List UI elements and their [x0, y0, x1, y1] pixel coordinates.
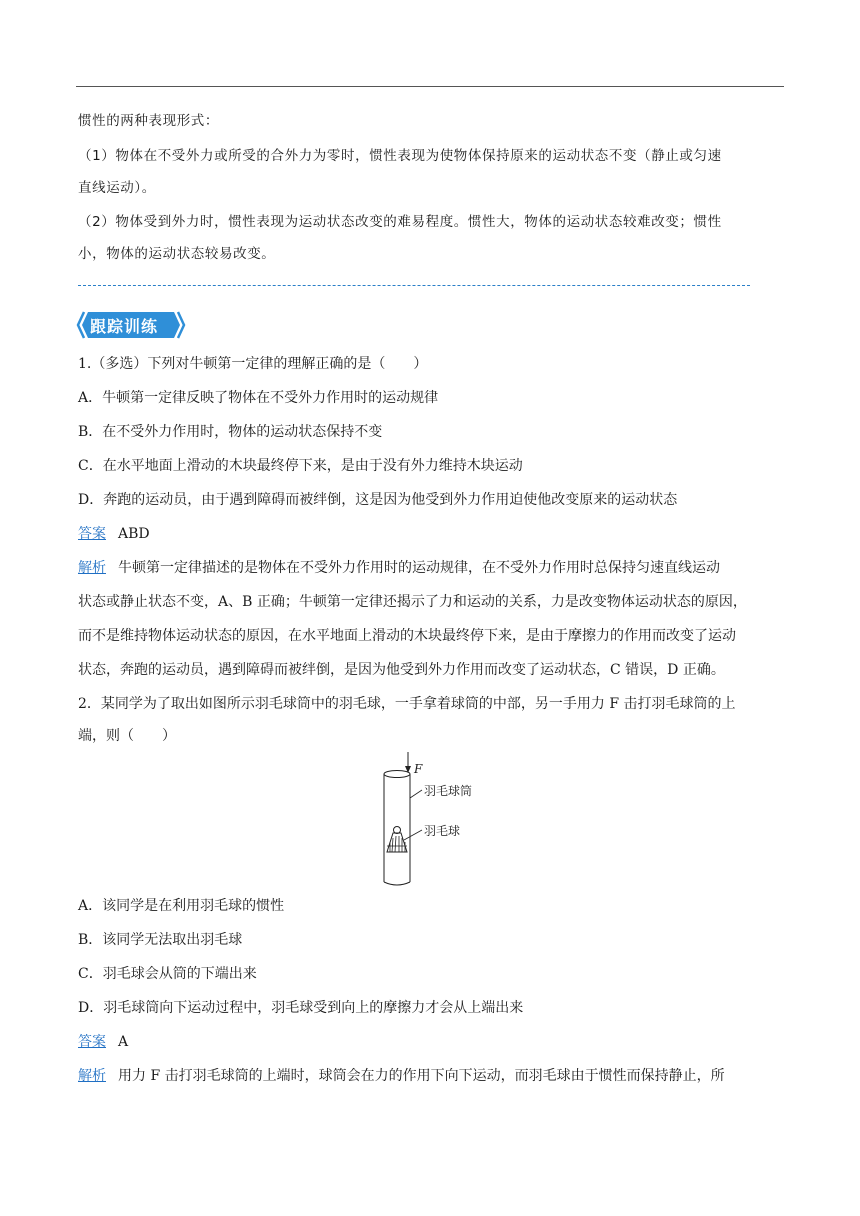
section-divider: [78, 285, 750, 286]
figure-force-label: F: [414, 762, 423, 776]
intro-point1-line1: （1）物体在不受外力或所受的合外力为零时，惯性表现为使物体保持原来的运动状态不变（静止或匀速: [78, 148, 722, 164]
intro-title: 惯性的两种表现形式：: [78, 113, 219, 129]
q2-option-a: A．该同学是在利用羽毛球的惯性: [78, 898, 285, 914]
q1-option-c: C．在水平地面上滑动的木块最终停下来，是由于没有外力维持木块运动: [78, 458, 523, 474]
q1-stem: 1.（多选）下列对牛顿第一定律的理解正确的是（ ）: [78, 356, 428, 372]
q1-answer-value: ABD: [118, 526, 150, 542]
q1-analysis-line1: 解析 牛顿第一定律描述的是物体在不受外力作用时的运动规律，在不受外力作用时总保持匀速直线运动: [78, 560, 720, 576]
q2-answer-row: [78, 1032, 788, 1052]
q1-answer-row: [78, 524, 788, 544]
q2-option-c: C．羽毛球会从筒的下端出来: [78, 966, 257, 982]
q1-option-a: A．牛顿第一定律反映了物体在不受外力作用时的运动规律: [78, 390, 439, 406]
q1-analysis-label: 解析: [78, 560, 106, 576]
q2-answer-value: A: [118, 1034, 129, 1050]
q2-analysis-label: 解析: [78, 1068, 106, 1084]
q2-stem-line2: 端，则（ ）: [78, 728, 176, 744]
intro-point2-line2: 小，物体的运动状态较易改变。: [78, 246, 276, 262]
q2-answer-label: 答案: [78, 1034, 106, 1050]
q1-analysis-line4: 状态，奔跑的运动员，遇到障碍而被绊倒，是因为他受到外力作用而改变了运动状态，C 错误，D 正确。: [78, 662, 725, 678]
q1-answer-label: 答案: [78, 526, 106, 542]
q2-analysis-line1: 解析 用力 F 击打羽毛球筒的上端时，球筒会在力的作用下向下运动，而羽毛球由于惯性而保持静止，所: [78, 1068, 725, 1084]
intro-point2-line1: （2）物体受到外力时，惯性表现为运动状态改变的难易程度。惯性大，物体的运动状态较难改变；惯性: [78, 214, 722, 230]
q1-option-d: D．奔跑的运动员，由于遇到障碍而被绊倒，这是因为他受到外力作用迫使他改变原来的运动状态: [78, 492, 678, 508]
q2-stem-line1: 2．某同学为了取出如图所示羽毛球筒中的羽毛球，一手拿着球筒的中部，另一手用力 F 击打羽毛球筒的上: [78, 696, 736, 712]
q1-analysis-line3: 而不是维持物体运动状态的原因，在水平地面上滑动的木块最终停下来，是由于摩擦力的作用而改变了运动: [78, 628, 736, 644]
figure-ball-label: 羽毛球: [424, 824, 461, 838]
figure-tube-label: 羽毛球筒: [424, 784, 473, 798]
q2-option-d: D．羽毛球筒向下运动过程中，羽毛球受到向上的摩擦力才会从上端出来: [78, 1000, 524, 1016]
badminton-tube-figure: [370, 750, 490, 890]
section-badge-label: 跟踪训练: [90, 317, 159, 336]
q1-analysis-line2: 状态或静止状态不变，A、B 正确；牛顿第一定律还揭示了力和运动的关系，力是改变物体运动状态的原因，: [78, 594, 747, 610]
q2-option-b: B．该同学无法取出羽毛球: [78, 932, 243, 948]
header-rule: [76, 86, 784, 87]
q1-option-b: B．在不受外力作用时，物体的运动状态保持不变: [78, 424, 383, 440]
intro-point1-line2: 直线运动）。: [78, 180, 156, 196]
